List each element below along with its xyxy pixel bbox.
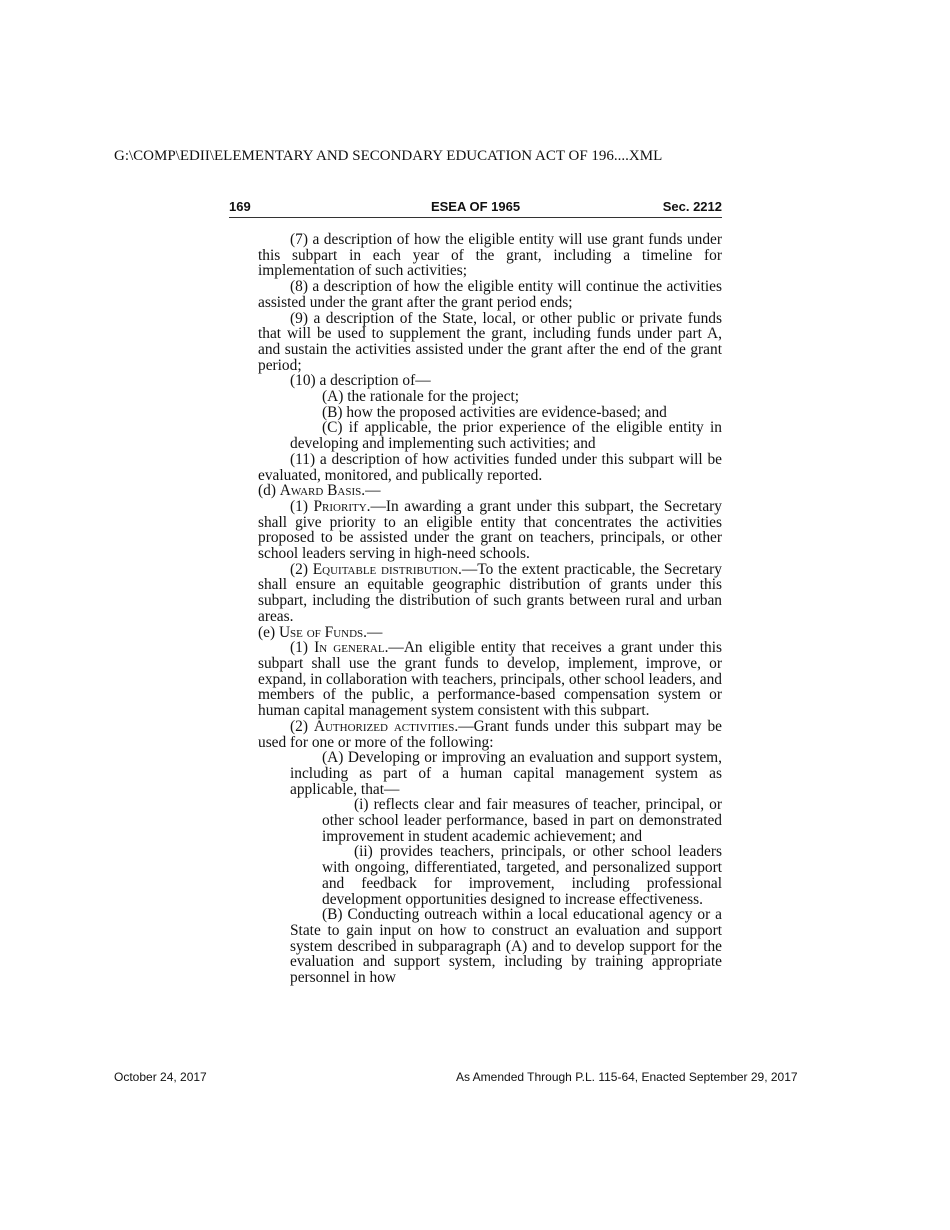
running-head bbox=[229, 197, 722, 218]
paragraph-7: (7) a description of how the eligible entity will use grant funds under this subpart in each year of the grant, including a timeline for implementation of such activities; bbox=[258, 231, 722, 280]
equitable-distribution-heading: Equitable distribution. bbox=[312, 560, 462, 578]
paragraph-d-2: (2) Equitable distribution.—To the extent practicable, the Secretary shall ensure an equitable geographic distribution of grants under this subpart, including the distribution of such grants between rural and urban areas. bbox=[258, 560, 722, 625]
footer-amended: As Amended Through P.L. 115-64, Enacted September 29, 2017 bbox=[456, 1070, 798, 1084]
subsection-d-heading: (d) Award Basis.— bbox=[258, 482, 381, 500]
paragraph-e-2-a: (A) Developing or improving an evaluation and support system, including as part of a human capital management system as applicable, that— bbox=[290, 749, 722, 798]
paragraph-d-1: (1) Priority.—In awarding a grant under this subpart, the Secretary shall give priority to an eligible entity that concentrates the activities proposed to be assisted under the grant on teachers, principals, or other school leaders serving in high-need schools. bbox=[258, 497, 722, 563]
section-number: Sec. 2212 bbox=[662, 199, 722, 214]
paragraph-e-2-a-i: (i) reflects clear and fair measures of teacher, principal, or other school leader performance, based in part on demonstrated improvement in student academic achievement; and bbox=[322, 796, 722, 845]
use-of-funds-heading: Use of Funds. bbox=[278, 623, 368, 641]
paragraph-e-2-b: (B) Conducting outreach within a local educational agency or a State to gain input on how to construct an evaluation and support system described in subparagraph (A) and to develop support for the evaluation and support system, including by training appropriate personnel in how bbox=[290, 906, 722, 987]
paragraph-10: (10) a description of— bbox=[290, 372, 431, 390]
paragraph-e-2: (2) Authorized activities.—Grant funds under this subpart may be used for one or more of the following: bbox=[258, 717, 722, 751]
in-general-heading: In general. bbox=[314, 639, 389, 657]
subsection-e-heading: (e) Use of Funds.— bbox=[258, 623, 383, 641]
priority-heading: Priority. bbox=[313, 497, 371, 515]
paragraph-9: (9) a description of the State, local, or other public or private funds that will be used to supplement the grant, including funds under part A, and sustain the activities assisted under the grant after the end of the grant period; bbox=[258, 309, 722, 374]
paragraph-8: (8) a description of how the eligible entity will continue the activities assisted under the grant after the grant period ends; bbox=[258, 278, 722, 311]
document-body bbox=[258, 232, 722, 986]
footer-date: October 24, 2017 bbox=[114, 1070, 207, 1084]
paragraph-e-2-a-ii: (ii) provides teachers, principals, or other school leaders with ongoing, differentiated, targeted, and personalized support and feedback for improvement, including professional development opportunities designed to increase effectiveness. bbox=[322, 843, 722, 908]
paragraph-10-b: (B) how the proposed activities are evidence-based; and bbox=[322, 403, 667, 421]
authorized-activities-heading: Authorized activities. bbox=[313, 717, 459, 735]
paragraph-10-a: (A) the rationale for the project; bbox=[322, 388, 519, 406]
file-path: G:\COMP\EDII\ELEMENTARY AND SECONDARY EDUCATION ACT OF 196....XML bbox=[114, 148, 663, 164]
award-basis-heading: Award Basis. bbox=[279, 482, 366, 500]
running-head-title: ESEA OF 1965 bbox=[430, 199, 521, 214]
paragraph-e-1: (1) In general.—An eligible entity that receives a grant under this subpart shall use the grant funds to develop, implement, improve, or expand, in collaboration with teachers, principals, other school leaders, and members of the public, a performance-based compensation system or human capital management system consistent with this subpart. bbox=[258, 639, 722, 720]
paragraph-11: (11) a description of how activities funded under this subpart will be evaluated, monitored, and publically reported. bbox=[258, 450, 722, 484]
page-number: 169 bbox=[229, 199, 251, 214]
paragraph-10-c: (C) if applicable, the prior experience of the eligible entity in developing and implementing such activities; and bbox=[290, 419, 722, 453]
